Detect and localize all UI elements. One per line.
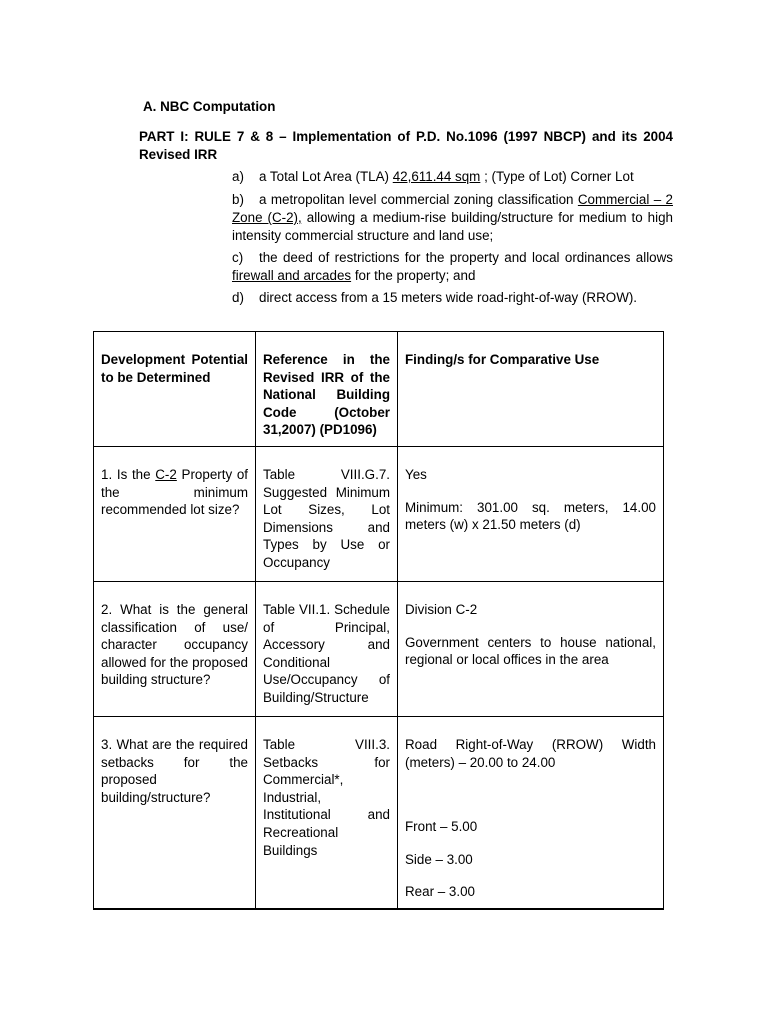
finding-text: Side – 3.00 — [405, 851, 473, 867]
section-heading: A. NBC Computation — [143, 99, 276, 114]
finding-cell — [398, 582, 664, 717]
question-cell — [94, 447, 256, 582]
header-cell: Development Potential to be Determined — [94, 332, 256, 447]
item-text: allowing a medium-rise building/structure for medium to high intensity commercial structure and land use; — [232, 210, 673, 243]
item-label: d) — [232, 290, 244, 305]
item-text: direct access from a 15 meters wide road-right-of-way (RROW). — [259, 290, 638, 305]
reference-cell: Table VIII.3. Setbacks for Commercial*, Industrial, Institutional and Recreational Buildings — [256, 717, 398, 909]
reference-cell: Table VII.1. Schedule of Principal, Accessory and Conditional Use/Occupancy of Building/Structure — [256, 582, 398, 717]
finding-cell — [398, 717, 664, 909]
header-cell: Finding/s for Comparative Use — [398, 332, 664, 447]
item-text: ; (Type of Lot) Corner Lot — [480, 169, 634, 184]
list-item-c — [232, 249, 673, 285]
finding-text: Government centers to house national, regional or local offices in the area — [405, 634, 656, 668]
finding-text: Minimum: 301.00 sq. meters, 14.00 meters (w) x 21.50 meters (d) — [405, 499, 656, 533]
item-text: for the property; and — [351, 268, 476, 283]
item-label: c) — [232, 250, 244, 265]
list-item-a — [232, 168, 673, 186]
table-row — [94, 582, 664, 717]
finding-text: Rear – 3.00 — [405, 884, 475, 900]
question-text: Property of the minimum recommended lot size? — [101, 467, 248, 518]
item-label: b) — [232, 192, 244, 207]
underlined-text: C-2 — [155, 467, 177, 482]
question-text: 1. Is the — [101, 467, 156, 482]
finding-text: Front – 5.00 — [405, 819, 478, 835]
part-heading: PART I: RULE 7 & 8 – Implementation of P.D. No.1096 (1997 NBCP) and its 2004 Revised IRR — [139, 129, 673, 162]
item-text: a metropolitan level commercial zoning classification — [259, 192, 578, 207]
finding-text: Road Right-of-Way (RROW) Width (meters) – 20.00 to 24.00 — [405, 737, 656, 770]
question-cell: 2. What is the general classification of use/ character occupancy allowed for the proposed building structure? — [94, 582, 256, 717]
table-header-row — [94, 332, 664, 447]
finding-cell — [398, 447, 664, 582]
header-cell: Reference in the Revised IRR of the National Building Code (October 31,2007) (PD1096) — [256, 332, 398, 447]
nbc-table — [93, 331, 663, 909]
finding-text: Division C-2 — [405, 602, 478, 617]
list-item-b — [232, 191, 673, 245]
question-cell: 3. What are the required setbacks for the proposed building/structure? — [94, 717, 256, 909]
list-item-d — [232, 289, 673, 307]
reference-cell: Table VIII.G.7. Suggested Minimum Lot Sizes, Lot Dimensions and Types by Use or Occupancy — [256, 447, 398, 582]
table-row — [94, 717, 664, 909]
underlined-text: Commercial – 2 Zone (C-2), — [232, 192, 673, 225]
table-row — [94, 447, 664, 582]
item-text: a Total Lot Area (TLA) — [259, 169, 393, 184]
item-label: a) — [232, 169, 244, 184]
underlined-text: firewall and arcades — [232, 268, 352, 283]
underlined-text: 42,611.44 sqm — [392, 169, 481, 184]
item-text: the deed of restrictions for the property and local ordinances allows — [259, 250, 673, 265]
finding-text: Yes — [405, 467, 427, 482]
